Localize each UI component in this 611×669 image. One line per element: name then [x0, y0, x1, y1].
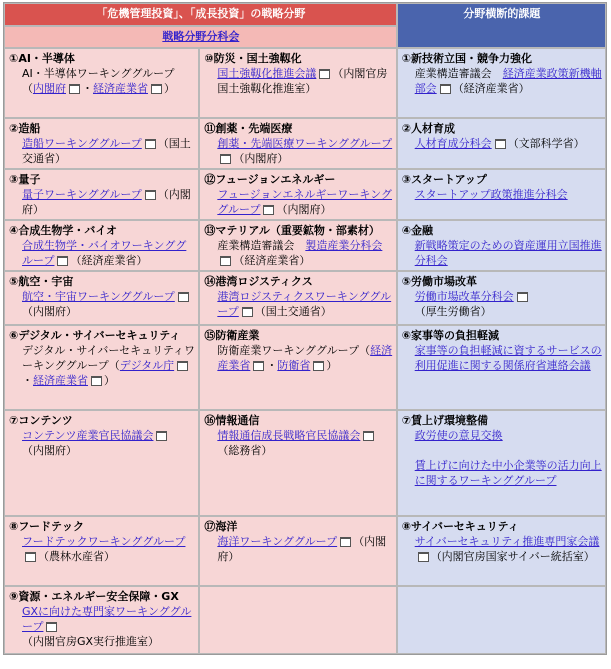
- cell-new-technology: [397, 48, 606, 118]
- link-startup-subcommittee[interactable]: スタートアップ政策推進分科会: [414, 188, 568, 201]
- cell-text: 防衛産業ワーキンググループ（: [217, 344, 371, 357]
- external-window-icon: [91, 376, 102, 386]
- strategy-subcommittee-link[interactable]: 戦略分野分科会: [162, 30, 240, 43]
- cell-finance: [397, 220, 606, 271]
- external-window-icon: [418, 552, 429, 562]
- cell-title: ②造船: [9, 122, 41, 135]
- cell-wage-increase: [397, 410, 606, 516]
- link-meti[interactable]: 経済産業省: [93, 82, 148, 95]
- cell-housework: [397, 325, 606, 410]
- external-window-icon: [145, 139, 156, 149]
- cell-text: 産業構造審議会: [217, 239, 306, 252]
- cell-title: ③スタートアップ: [401, 173, 487, 186]
- external-window-icon: [319, 69, 330, 79]
- link-quantum-wg[interactable]: 量子ワーキンググループ: [22, 188, 142, 201]
- cell-drug-discovery: [199, 118, 396, 169]
- external-window-icon: [340, 537, 351, 547]
- cell-title: ⑪創薬・先端医療: [204, 122, 293, 135]
- left-header: [4, 3, 397, 26]
- cell-energy-security-gx: [4, 586, 199, 654]
- cell-text: （内閣府）: [233, 152, 289, 165]
- cell-title: ⑰海洋: [204, 520, 238, 533]
- external-window-icon: [156, 431, 167, 441]
- cell-title: ⑦賃上げ環境整備: [401, 414, 489, 427]
- cell-cybersecurity: [397, 516, 606, 586]
- link-hr-subcommittee[interactable]: 人材育成分科会: [414, 137, 492, 150]
- link-port-logistics-wg[interactable]: 港湾ロジスティクスワーキンググループ: [217, 290, 392, 318]
- cell-text: （国土交通省）: [254, 305, 332, 318]
- cell-text: （総務省）: [217, 444, 273, 457]
- link-gx-expert-wg[interactable]: GXに向けた専門家ワーキンググループ: [22, 605, 192, 633]
- cell-title: ⑭港湾ロジスティクス: [204, 275, 313, 288]
- cell-text: （内閣府）: [22, 444, 77, 457]
- external-window-icon: [253, 361, 264, 371]
- external-window-icon: [495, 139, 506, 149]
- cell-startup: [397, 169, 606, 220]
- link-ict-council[interactable]: 情報通信成長戦略官民協議会: [217, 429, 361, 442]
- cell-defense-industry: [199, 325, 396, 410]
- link-fusion-wg[interactable]: フュージョンエネルギーワーキンググループ: [217, 188, 393, 216]
- cell-title: ④合成生物学・バイオ: [9, 224, 117, 237]
- cell-title: ②人材育成: [401, 122, 456, 135]
- cell-title: ⑧サイバーセキュリティ: [401, 520, 519, 533]
- link-labor-subcommittee[interactable]: 労働市場改革分科会: [414, 290, 514, 303]
- link-contents-council[interactable]: コンテンツ産業官民協議会: [22, 429, 154, 442]
- cell-shipbuilding: [4, 118, 199, 169]
- external-window-icon: [46, 622, 57, 632]
- external-window-icon: [25, 552, 36, 562]
- cell-disaster-prevention: [199, 48, 396, 118]
- cell-text: ）: [164, 82, 175, 95]
- cell-title: ⑩防災・国土強靱化: [204, 52, 302, 65]
- cell-text: （内閣官房国家サイバー統括室）: [430, 550, 595, 563]
- link-asset-management-subcommittee[interactable]: 新戦略策定のための資産運用立国推進分科会: [414, 239, 602, 267]
- external-window-icon: [177, 361, 188, 371]
- cell-text: ）: [326, 359, 338, 372]
- cell-text: （内閣府）: [217, 535, 387, 563]
- cell-text: （厚生労働省）: [414, 305, 492, 318]
- link-meti[interactable]: 経済産業省: [33, 374, 88, 387]
- external-window-icon: [440, 84, 451, 94]
- link-housework-council[interactable]: 家事等の負担軽減に資するサービスの利用促進に関する関係府省連絡会議: [414, 344, 602, 372]
- link-manufacturing-subcommittee[interactable]: 製造産業分科会: [305, 239, 383, 252]
- link-labor-management-exchange[interactable]: 政労使の意見交換: [414, 429, 503, 442]
- cell-title: ⑧フードテック: [9, 520, 84, 533]
- cell-text: （国土交通省）: [22, 137, 191, 165]
- link-cabinet-office[interactable]: 内閣府: [33, 82, 66, 95]
- external-window-icon: [220, 154, 231, 164]
- cell-title: ③量子: [9, 173, 41, 186]
- link-biology-wg[interactable]: 合成生物学・バイオワーキンググループ: [22, 239, 187, 267]
- cell-text: （内閣官房GX実行推進室）: [22, 635, 160, 648]
- link-cyber-expert-council[interactable]: サイバーセキュリティ推進専門家会議: [414, 535, 600, 548]
- cell-text: （内閣府）: [276, 203, 332, 216]
- cell-title: ⑤航空・宇宙: [9, 275, 74, 288]
- cell-ocean: [199, 516, 396, 586]
- cell-synthetic-biology: [4, 220, 199, 271]
- cell-digital-cyber: [4, 325, 199, 410]
- external-window-icon: [57, 256, 68, 266]
- cell-title: ⑬マテリアル（重要鉱物・部素材）: [204, 224, 380, 237]
- cell-title: ⑨資源・エネルギー安全保障・GX: [9, 590, 179, 603]
- cell-text: （経済産業省）: [452, 82, 530, 95]
- external-window-icon: [517, 292, 528, 302]
- external-window-icon: [151, 84, 162, 94]
- cell-port-logistics: [199, 271, 396, 325]
- cell-text: （文部科学省）: [507, 137, 585, 150]
- cell-title: ⑥デジタル・サイバーセキュリティ: [9, 329, 181, 342]
- link-digital-agency[interactable]: デジタル庁: [119, 359, 175, 372]
- cell-aerospace: [4, 271, 199, 325]
- cell-title: ⑫フュージョンエネルギー: [204, 173, 336, 186]
- left-header-title: 「危機管理投資」、「成長投資」の戦略分野: [96, 7, 306, 20]
- cell-labor-market: [397, 271, 606, 325]
- cell-text: ・: [22, 374, 33, 387]
- cell-text: ）: [104, 374, 115, 387]
- cell-text: （経済産業省）: [233, 254, 311, 267]
- link-meti[interactable]: 経済産業省: [217, 344, 393, 372]
- cell-quantum: [4, 169, 199, 220]
- external-window-icon: [242, 307, 253, 317]
- external-window-icon: [145, 190, 156, 200]
- cell-text: （内閣府）: [22, 188, 191, 216]
- cell-text: ・: [82, 82, 93, 95]
- external-window-icon: [313, 361, 324, 371]
- link-mod[interactable]: 防衛省: [277, 359, 311, 372]
- cell-title: ①新技術立国・競争力強化: [401, 52, 533, 65]
- sub-header: [4, 26, 397, 48]
- link-drug-discovery-wg[interactable]: 創薬・先端医療ワーキンググループ: [217, 137, 393, 150]
- cell-empty-left: [199, 586, 396, 654]
- cell-text: （農林水産省）: [38, 550, 115, 563]
- cell-title: ①AI・半導体: [9, 52, 75, 65]
- cell-title: ⑯情報通信: [204, 414, 260, 427]
- cell-title: ⑮防衛産業: [204, 329, 260, 342]
- external-window-icon: [220, 256, 231, 266]
- cell-title: ⑤労働市場改革: [401, 275, 478, 288]
- cell-text: ・: [266, 359, 278, 372]
- cell-title: ④金融: [401, 224, 434, 237]
- cell-ict: [199, 410, 396, 516]
- cell-fusion-energy: [199, 169, 396, 220]
- cell-text: AI・半導体ワーキンググループ: [22, 67, 175, 80]
- cell-contents: [4, 410, 199, 516]
- cell-text: （経済産業省）: [70, 254, 148, 267]
- cell-materials: [199, 220, 396, 271]
- link-ocean-wg[interactable]: 海洋ワーキンググループ: [217, 535, 338, 548]
- external-window-icon: [363, 431, 374, 441]
- cell-empty-right: [397, 586, 606, 654]
- cell-text: デジタル・サイバーセキュリティワーキンググループ（: [22, 344, 196, 372]
- right-header: [397, 3, 606, 48]
- link-foodtech-wg[interactable]: フードテックワーキンググループ: [22, 535, 186, 548]
- right-header-title: 分野横断的課題: [463, 7, 541, 20]
- link-economic-policy-subcommittee[interactable]: 経済産業政策新機軸部会: [414, 67, 602, 95]
- cell-text: （: [22, 82, 33, 95]
- external-window-icon: [263, 205, 274, 215]
- cell-text: 産業構造審議会: [414, 67, 503, 80]
- link-resilience-council[interactable]: 国土強靱化推進会議: [217, 67, 317, 80]
- cell-title: ⑥家事等の負担軽減: [401, 329, 500, 342]
- cell-human-resources: [397, 118, 606, 169]
- cell-text: （内閣官房国土強靱化推進室）: [217, 67, 388, 95]
- external-window-icon: [178, 292, 189, 302]
- link-shipbuilding-wg[interactable]: 造船ワーキンググループ: [22, 137, 142, 150]
- cell-ai-semiconductor: [4, 48, 199, 118]
- link-sme-vitality-wg[interactable]: 賃上げに向けた中小企業等の活力向上に関するワーキンググループ: [414, 459, 602, 487]
- cell-title: ⑦コンテンツ: [9, 414, 73, 427]
- external-window-icon: [69, 84, 80, 94]
- link-aerospace-wg[interactable]: 航空・宇宙ワーキンググループ: [22, 290, 175, 303]
- cell-foodtech: [4, 516, 199, 586]
- cell-text: （内閣府）: [22, 305, 77, 318]
- strategy-table: [3, 2, 607, 655]
